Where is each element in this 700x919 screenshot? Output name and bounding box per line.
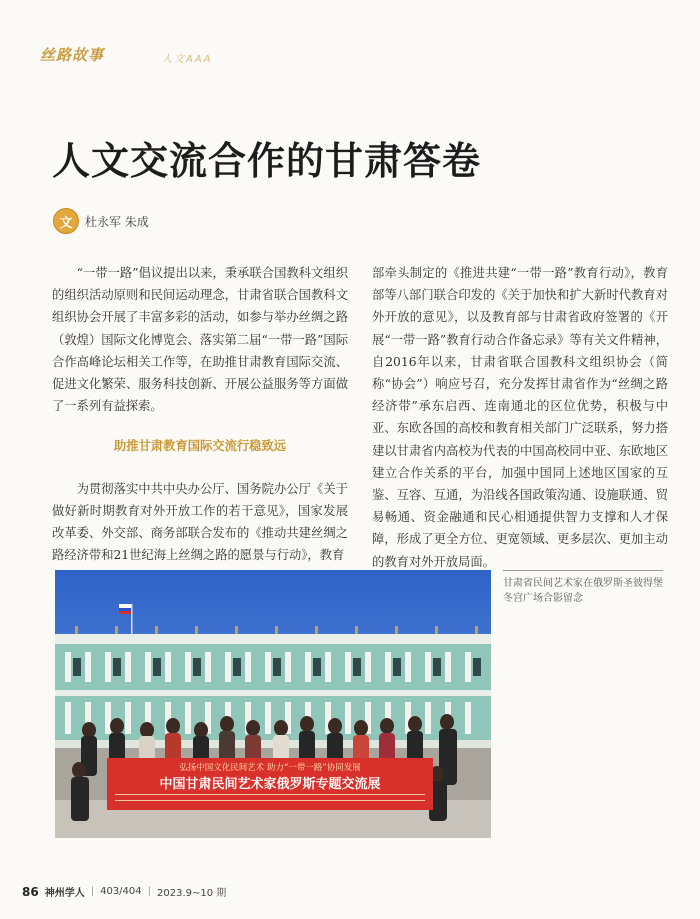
banner-line-2: 中国甘肃民间艺术家俄罗斯专题交流展 — [159, 777, 381, 792]
caption-rule — [503, 570, 663, 571]
banner-line-1: 弘扬中国文化民间艺术 助力“一带一路”协同发展 — [179, 763, 361, 773]
column-decoration: 人文AAA — [162, 54, 213, 65]
article-authors: 杜永军 朱成 — [85, 215, 149, 229]
group-photo — [55, 570, 491, 838]
author-badge-label: 文 — [59, 215, 73, 231]
body-column-left — [52, 262, 348, 566]
section-heading: 助推甘肃教育国际交流行稳致远 — [113, 439, 287, 454]
body-column-right — [372, 262, 668, 573]
footer-separator: | — [147, 886, 151, 897]
page-footer — [22, 884, 226, 899]
page-number: 86 — [22, 884, 39, 899]
paragraph-intro: “一带一路”倡议提出以来，秉承联合国教科文组织的组织活动原则和民间运动理念，甘肃省联合国教科文组织协会开展了丰富多彩的活动，如参与举办丝绸之路（敦煌）国际文化博览会、落实第二届“一带一路”国际合作高峰论坛相关工作等，在助推甘肃教育国际交流、促进文化繁荣、服务科技创新、开展公益服务等方面做了一系列有益探索。 — [52, 266, 348, 414]
paragraph-section-1: 为贯彻落实中共中央办公厅、国务院办公厅《关于做好新时期教育对外开放工作的若干意见》，国家发展改革委、外交部、商务部联合发布的《推动共建丝绸之路经济带和21世纪海上丝绸之路的愿景与行动》，教育 — [52, 481, 348, 563]
column-tag: 丝路故事 — [40, 46, 105, 64]
author-badge-icon — [53, 208, 79, 234]
footer-separator: | — [90, 886, 95, 897]
issue-date: 2023.9~10 期 — [157, 888, 227, 899]
issue-number: 403/404 — [100, 886, 142, 897]
paragraph-continued: 部牵头制定的《推进共建“一带一路”教育行动》，教育部等八部门联合印发的《关于加快和扩大新时代教育对外开放的意见》，以及教育部与甘肃省政府签署的《开展“一带一路”教育行动合作备忘录》等有关文件精神，自2016年以来，甘肃省联合国教科文组织协会（简称“协会”）响应号召，充分发挥甘肃省作为“丝绸之路经济带”承东启西、连南通北的区位优势，积极与中亚、东欧各国的高校和教育相关部门广泛联系，努力搭建以甘肃省内高校为代表的中国高校同中亚、东欧地区建立合作关系的平台，加强中国同上述地区国家的互鉴、互容、互通，为沿线各国政策沟通、设施联通、贸易畅通、资金融通和民心相通提供智力支撑和人才保障，形成了更全方位、更宽领域、更多层次、更加主动的教育对外开放局面。 — [372, 266, 668, 569]
photo-caption: 甘肃省民间艺术家在俄罗斯圣彼得堡冬宫广场合影留念 — [503, 578, 663, 604]
article-title: 人文交流合作的甘肃答卷 — [52, 139, 482, 183]
magazine-name: 神州学人 — [44, 888, 85, 899]
